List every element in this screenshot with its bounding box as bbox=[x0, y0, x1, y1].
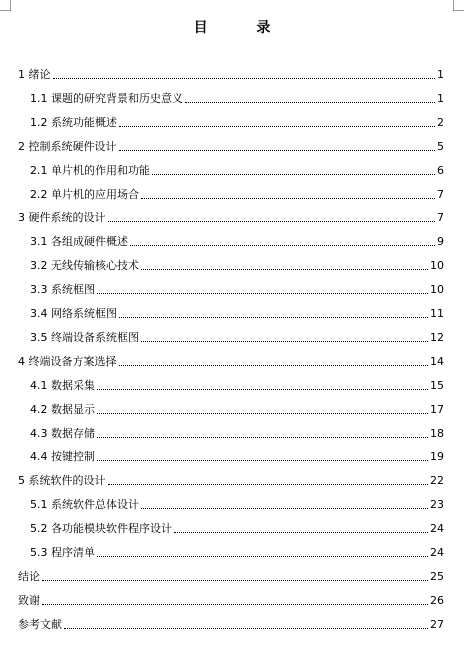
toc-entry[interactable] bbox=[30, 160, 444, 178]
toc-dot-leader bbox=[108, 221, 436, 222]
toc-entry[interactable] bbox=[18, 470, 444, 488]
toc-entry[interactable] bbox=[30, 327, 444, 345]
toc-dot-leader bbox=[97, 293, 428, 294]
toc-entry-page-number: 15 bbox=[430, 378, 444, 392]
toc-entry-label: 4.2 数据显示 bbox=[30, 402, 95, 416]
toc-entry-label: 4.4 按键控制 bbox=[30, 450, 95, 464]
toc-entry-page-number: 17 bbox=[430, 402, 444, 416]
toc-entry-label: 5.2 各功能模块软件程序设计 bbox=[30, 522, 172, 536]
toc-dot-leader bbox=[141, 198, 435, 199]
toc-entry-label: 3.3 系统框图 bbox=[30, 283, 95, 297]
toc-entry[interactable] bbox=[30, 279, 444, 297]
toc-dot-leader bbox=[130, 245, 435, 246]
toc-entry-label: 1.2 系统功能概述 bbox=[30, 115, 117, 129]
toc-entry-label: 3 硬件系统的设计 bbox=[18, 211, 106, 225]
toc-dot-leader bbox=[108, 484, 429, 485]
toc-entry-page-number: 22 bbox=[430, 474, 444, 488]
toc-dot-leader bbox=[119, 365, 429, 366]
toc-entry[interactable] bbox=[18, 590, 444, 608]
toc-entry[interactable] bbox=[30, 518, 444, 536]
toc-entry-label: 2.1 单片机的作用和功能 bbox=[30, 163, 150, 177]
toc-dot-leader bbox=[119, 150, 436, 151]
toc-dot-leader bbox=[141, 508, 428, 509]
toc-entry-label: 4.1 数据采集 bbox=[30, 378, 95, 392]
toc-entry[interactable] bbox=[30, 303, 444, 321]
toc-entry-label: 1 绪论 bbox=[18, 68, 51, 81]
toc-dot-leader bbox=[141, 269, 428, 270]
toc-entry-label: 4.3 数据存储 bbox=[30, 426, 95, 440]
toc-dot-leader bbox=[53, 78, 436, 79]
toc-entry-label: 3.5 终端设备系统框图 bbox=[30, 330, 139, 344]
toc-entry-page-number: 27 bbox=[430, 617, 444, 631]
toc-dot-leader bbox=[141, 341, 428, 342]
toc-entry-label: 5 系统软件的设计 bbox=[18, 474, 106, 488]
toc-entry[interactable] bbox=[30, 399, 444, 417]
toc-dot-leader bbox=[119, 126, 435, 127]
toc-entry-page-number: 10 bbox=[430, 259, 444, 273]
toc-entry-page-number: 24 bbox=[430, 546, 444, 559]
toc-entry-page-number: 1 bbox=[437, 91, 444, 105]
toc-entry[interactable] bbox=[18, 351, 444, 369]
toc-entry-label: 1.1 课题的研究背景和历史意义 bbox=[30, 91, 183, 105]
toc-entry-page-number: 11 bbox=[430, 307, 444, 320]
toc-entry-page-number: 7 bbox=[437, 211, 444, 225]
toc-entry-page-number: 12 bbox=[430, 330, 444, 344]
toc-entry-page-number: 10 bbox=[430, 283, 444, 297]
toc-dot-leader bbox=[97, 389, 428, 390]
toc-entry[interactable] bbox=[18, 614, 444, 632]
toc-entry[interactable] bbox=[18, 64, 444, 82]
toc-entry[interactable] bbox=[30, 88, 444, 106]
toc-entry[interactable] bbox=[30, 255, 444, 273]
toc-entry-label: 5.1 系统软件总体设计 bbox=[30, 498, 139, 512]
toc-entry[interactable] bbox=[18, 566, 444, 584]
page-corner-mark-left bbox=[0, 0, 11, 11]
toc-dot-leader bbox=[97, 556, 428, 557]
toc-entry[interactable] bbox=[30, 231, 444, 249]
toc-entry-page-number: 19 bbox=[430, 450, 444, 464]
page-corner-mark-right bbox=[453, 0, 464, 11]
toc-entry-label: 3.2 无线传输核心技术 bbox=[30, 259, 139, 273]
toc-entry-label: 2 控制系统硬件设计 bbox=[18, 139, 117, 153]
toc-entry-label: 结论 bbox=[18, 569, 40, 583]
toc-entry[interactable] bbox=[18, 207, 444, 225]
toc-dot-leader bbox=[185, 102, 435, 103]
toc-dot-leader bbox=[64, 628, 428, 629]
toc-entry-page-number: 5 bbox=[437, 139, 444, 153]
toc-entry-page-number: 1 bbox=[437, 68, 444, 81]
toc-entry-label: 3.4 网络系统框图 bbox=[30, 307, 117, 320]
toc-entry-page-number: 25 bbox=[430, 569, 444, 583]
toc-entry-page-number: 24 bbox=[430, 522, 444, 536]
toc-entry-page-number: 9 bbox=[437, 235, 444, 249]
toc-entry[interactable] bbox=[30, 542, 444, 560]
toc-entry-page-number: 26 bbox=[430, 593, 444, 607]
toc-entry[interactable] bbox=[30, 423, 444, 441]
toc-dot-leader bbox=[42, 580, 428, 581]
toc-dot-leader bbox=[97, 437, 428, 438]
toc-entry-page-number: 18 bbox=[430, 426, 444, 440]
toc-entry[interactable] bbox=[30, 184, 444, 202]
toc-entry-page-number: 2 bbox=[437, 115, 444, 129]
toc-dot-leader bbox=[174, 532, 428, 533]
toc-entry[interactable] bbox=[30, 375, 444, 393]
toc-entry-page-number: 7 bbox=[437, 187, 444, 201]
toc-title: 目 录 bbox=[193, 20, 293, 36]
toc-dot-leader bbox=[152, 174, 435, 175]
toc-entry[interactable] bbox=[30, 446, 444, 464]
toc-dot-leader bbox=[42, 604, 428, 605]
toc-entry[interactable] bbox=[18, 136, 444, 154]
toc-entry-label: 致谢 bbox=[18, 593, 40, 607]
toc-entry-label: 4 终端设备方案选择 bbox=[18, 354, 117, 368]
toc-dot-leader bbox=[119, 317, 428, 318]
toc-entry-page-number: 14 bbox=[430, 354, 444, 368]
toc-entry-page-number: 23 bbox=[430, 498, 444, 512]
toc-entry[interactable] bbox=[30, 494, 444, 512]
toc-entry-label: 2.2 单片机的应用场合 bbox=[30, 187, 139, 201]
toc-entry-label: 3.1 各组成硬件概述 bbox=[30, 235, 128, 249]
toc-entry[interactable] bbox=[30, 112, 444, 130]
toc-entry-label: 参考文献 bbox=[18, 617, 62, 631]
toc-entry-page-number: 6 bbox=[437, 163, 444, 177]
toc-dot-leader bbox=[97, 460, 428, 461]
toc-entry-label: 5.3 程序清单 bbox=[30, 546, 95, 559]
toc-dot-leader bbox=[97, 413, 428, 414]
